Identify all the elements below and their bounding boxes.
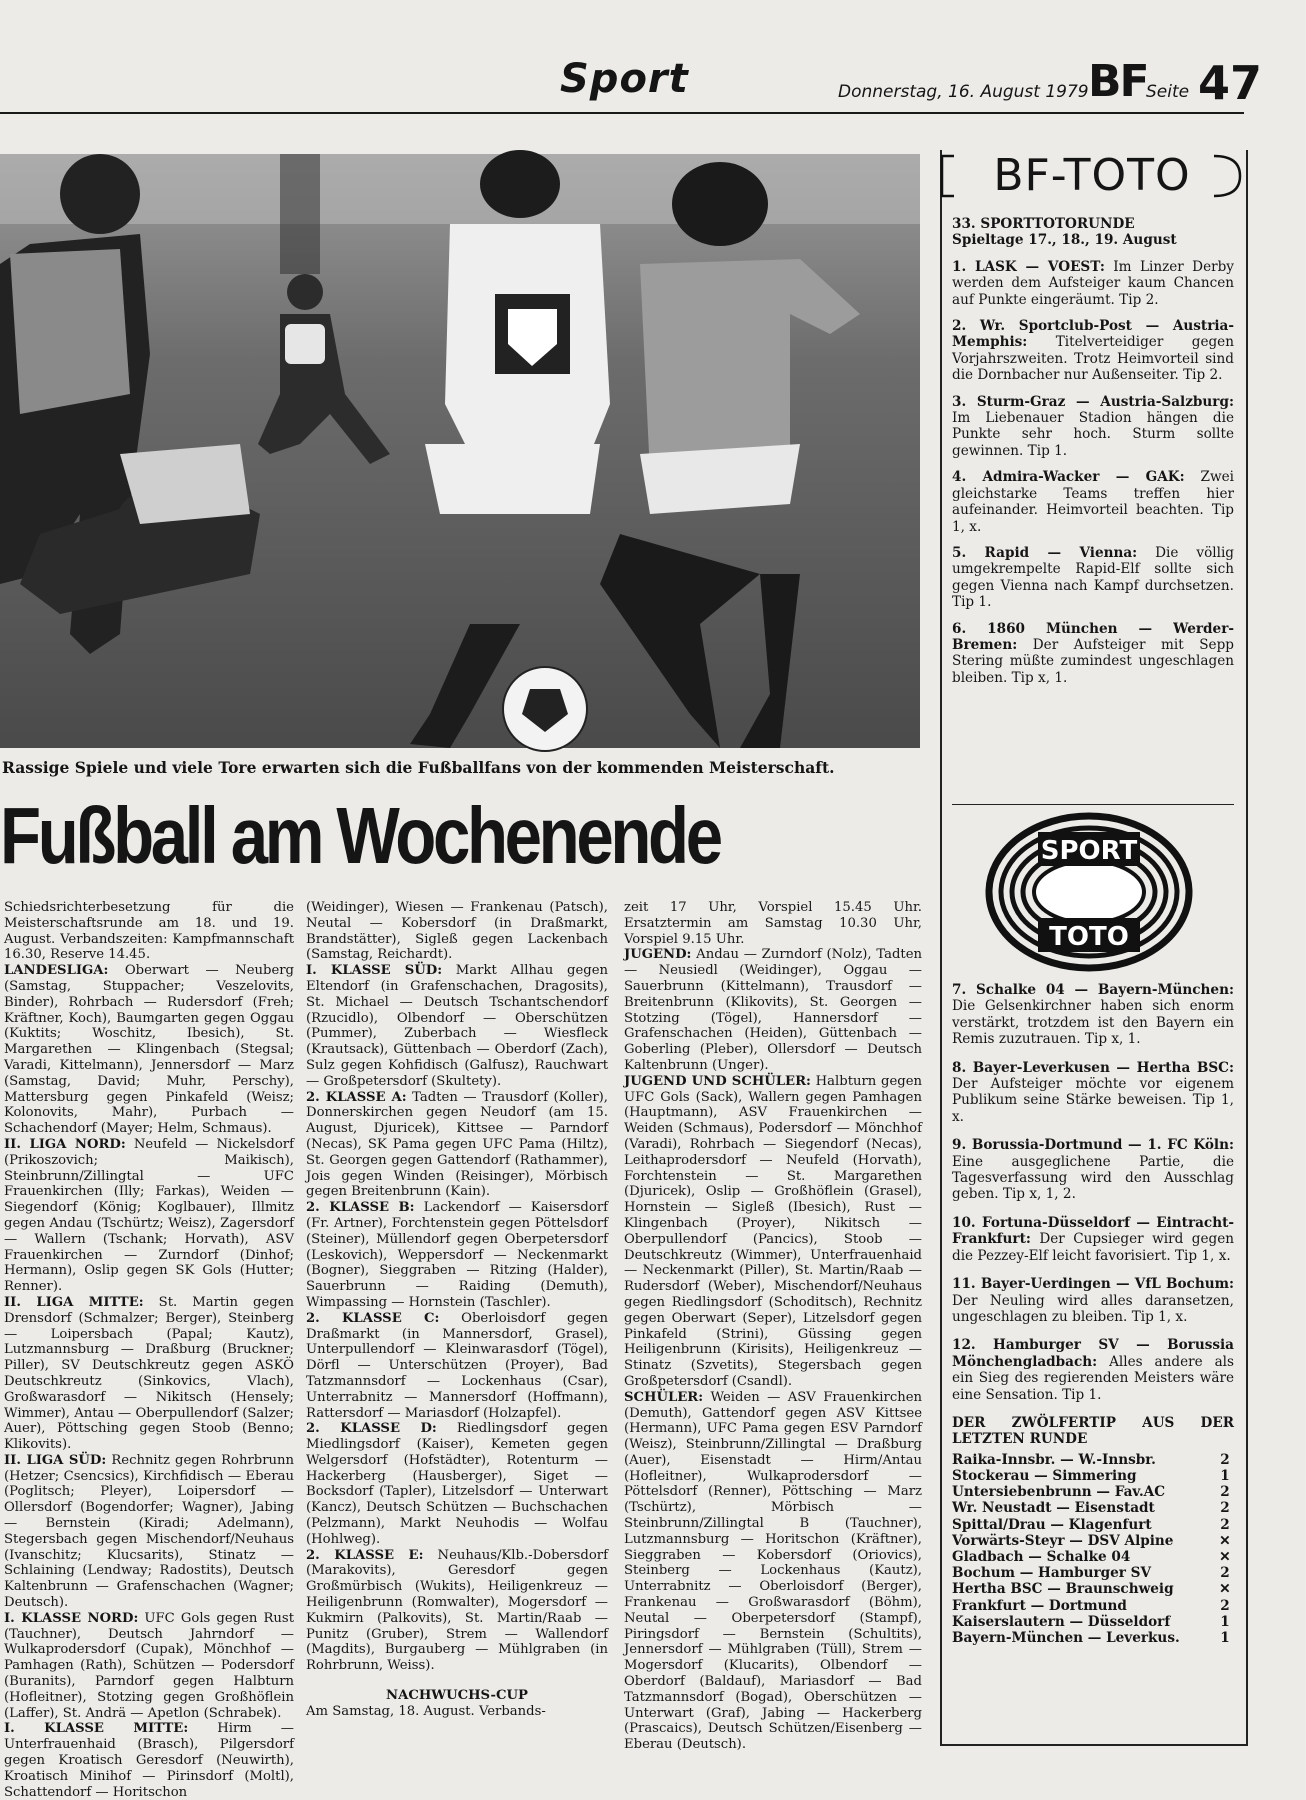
last-round-row: Hertha BSC — Braunschweig ✕ [952, 1581, 1231, 1598]
paragraph: Schiedsrichterbesetzung für die Meisterschaftsrunde am 18. und 19. August. Verbandszeiten: Kampfmannschaft 16.30, Reserve 14.45. [4, 900, 294, 963]
article-headline: Fußball am Wochenende [0, 791, 720, 880]
toto-match: 9. Borussia-Dortmund — 1. FC Köln: Eine ausgeglichene Partie, die Tagesverfassung wird den Ausschlag geben. Tip x, 1, 2. [952, 1137, 1234, 1203]
toto-match: 10. Fortuna-Düsseldorf — Eintracht-Frankfurt: Der Cupsieger wird gegen die Pezzey-Elf leicht favorisiert. Tip 1, x. [952, 1214, 1234, 1264]
toto-match: 2. Wr. Sportclub-Post — Austria-Memphis: Titelverteidiger gegen Vorjahrszweiten. Trotz Heimvorteil sind die Dornbacher nur Außenseiter. Tip 2. [952, 318, 1234, 384]
last-round-row: Kaiserslautern — Düsseldorf 1 [952, 1613, 1230, 1630]
last-round-row: Bayern-München — Leverkus. 1 [952, 1629, 1230, 1646]
toto-tips-part-2 [952, 982, 1234, 1646]
article-column-2 [306, 900, 608, 1750]
article-column-1 [4, 900, 294, 1800]
last-round-row: Gladbach — Schalke 04 ✕ [952, 1548, 1231, 1565]
last-round-row: Spittal/Drau — Klagenfurt 2 [952, 1516, 1230, 1533]
last-round-row: Stockerau — Simmering 1 [952, 1467, 1230, 1484]
paragraph: 2. KLASSE D: Riedlingsdorf gegen Miedlingsdorf (Kaiser), Kemeten gegen Welgersdorf (Hofstädter), Rotenturm — Hackerberg (Hausberger), Siget — Bocksdorf (Tapler), Litzelsdorf — Unterwart (Kancz), Deutsch Schützen — Buchschachen (Pelzmann), Markt Neuhodis — Wolfau (Hohlweg). [306, 1421, 608, 1547]
newspaper-logo: BF [1088, 56, 1148, 107]
football-photo [0, 154, 920, 748]
paragraph: II. LIGA NORD: Neufeld — Nickelsdorf (Prikoszovich; Maikisch), Steinbrunn/Zillingtal — UFC Frauenkirchen (Illy; Farkas), Weiden — Siegendorf (König; Koglbauer), Illmitz gegen Andau (Tschürtz; Weisz), Zagersdorf — Wallern (Tschank; Horvath), ASV Frauenkirchen — Zurndorf (Dinhof; Hermann), Oslip gegen SK Gols (Hutter; Renner). [4, 1136, 294, 1295]
paragraph: SCHÜLER: Weiden — ASV Frauenkirchen (Demuth), Gattendorf gegen ASV Kittsee (Hermann), UFC Pama gegen ESV Parndorf (Weisz), Steinbrunn/Zillingtal — Draßburg (Auer), Eisenstadt — Hirm/Antau (Hofleitner), Wulkaprodersdorf — Pöttelsdorf (Renner), Pöttsching — Marz (Tschürtz), Mörbisch — Steinbrunn/Zillingtal B (Tauchner), Lutzmannsburg — Horitschon (Kräftner), Sieggraben — Kobersdorf (Oriovics), Steinberg — Lockenhaus (Kautz), Unterrabnitz — Oberloisdorf (Berger), Frankenau — Großwarasdorf (Böhm), Neutal — Oberpetersdorf (Stampf), Piringsdorf — Bernstein (Schultits), Jennersdorf — Mühlgraben (Tüll), Strem — Mogersdorf (Klucarits), Olbendorf — Oberdorf (Baldauf), Mariasdorf — Bad Tatzmannsdorf (Bogad), Oberschützen — Unterwart (Graf), Jabing — Hackerberg (Prascaics), Deutsch Schützen/Eisenberg — Eberau (Deutsch). [624, 1389, 922, 1753]
article-column-3 [624, 900, 922, 1753]
paragraph: I. KLASSE MITTE: Hirm — Unterfrauenhaid (Brasch), Pilgersdorf gegen Kroatisch Geresdorf (Neuwirth), Kroatisch Minihof — Pirinsdorf (Moltl), Schattendorf — Horitschon [4, 1721, 294, 1800]
paragraph: 2. KLASSE E: Neuhaus/Klb.-Dobersdorf (Marakovits), Geresdorf gegen Großmürbisch (Wukits), Heiligenkreuz — Heiligenbrunn (Romwalter), Mogersdorf — Kukmirn (Palkovits), St. Martin/Raab — Punitz (Gruber), Strem — Wallendorf (Magdits), Burgauberg — Mühlgraben (in Rohrbrunn, Weiss). [306, 1547, 608, 1674]
paragraph: JUGEND: Andau — Zurndorf (Nolz), Tadten — Neusiedl (Weidinger), Oggau — Sauerbrunn (Kittelmann), Trausdorf — Breitenbrunn (Klikovits), St. Georgen — Stotzing (Tögel), Hannersdorf — Grafenschachen (Heiden), Güttenbach — Goberling (Pleber), Ollersdorf — Deutsch Kaltenbrunn (Unger). [624, 947, 922, 1073]
sport-toto-logo [986, 812, 1192, 972]
last-round-heading: DER ZWÖLFERTIP AUS DER LETZTEN RUNDE [952, 1414, 1234, 1448]
toto-match: 5. Rapid — Vienna: Die völlig umgekrempelte Rapid-Elf sollte sich gegen Vienna nach Kampf durchsetzen. Tip 1. [952, 544, 1234, 611]
paragraph: I. KLASSE NORD: UFC Gols gegen Rust (Tauchner), Deutsch Jahrndorf — Wulkaprodersdorf (Cupak), Mönchhof — Pamhagen (Rath), Schützen — Podersdorf (Buranits), Parndorf gegen Halbturn (Hofleitner), Stotzing gegen Großhöflein (Laffer), St. Andrä — Apetlon (Schrabek). [4, 1610, 294, 1721]
paragraph: 2. KLASSE A: Tadten — Trausdorf (Koller), Donnerskirchen gegen Neudorf (am 15. August, Djuricek), Kittsee — Parndorf (Necas), SK Pama gegen UFC Pama (Hiltz), St. Georgen gegen Gattendorf (Rathammer), Jois gegen Winden (Reisinger), Mörbisch gegen Breitenbrunn (Kain). [306, 1089, 608, 1200]
logo-text-top: SPORT [1040, 836, 1138, 866]
last-round-row: Vorwärts-Steyr — DSV Alpine ✕ [952, 1532, 1231, 1549]
logo-text-bottom: TOTO [1049, 922, 1129, 952]
toto-match: 11. Bayer-Uerdingen — VfL Bochum: Der Neuling wird alles daransetzen, ungeschlagen zu bleiben. Tip 1, x. [952, 1276, 1234, 1325]
toto-days: Spieltage 17., 18., 19. August [952, 232, 1177, 249]
toto-match: 12. Hamburger SV — Borussia Mönchengladbach: Alles andere als ein Sieg des regierenden Meisters wäre eine Sensation. Tip 1. [952, 1337, 1234, 1403]
toto-round: 33. SPORTTOTORUNDE [952, 216, 1135, 232]
section-title: Sport [560, 56, 689, 102]
toto-match: 6. 1860 München — Werder-Bremen: Der Aufsteiger mit Sepp Stering müßte zumindest ungeschlagen bleiben. Tip x, 1. [952, 620, 1234, 686]
toto-match: 3. Sturm-Graz — Austria-Salzburg: Im Liebenauer Stadion hängen die Punkte sehr hoch. Sturm sollte gewinnen. Tip 1. [952, 393, 1234, 459]
paragraph: Am Samstag, 18. August. Verbands- [306, 1703, 546, 1719]
toto-tips-part-1 [952, 216, 1234, 696]
paragraph: LANDESLIGA: Oberwart — Neuberg (Samstag, Stuppacher; Veszelovits, Binder), Rohrbach — Rudersdorf (Freh; Kräftner, Koch), Baumgarten gegen Oggau (Kuktits; Woschitz, Ibesich), St. Margarethen — Klingenbach (Stegsal; Varadi, Kittelmann), Jennersdorf — Marz (Samstag, David; Muhr, Perschy), Mattersburg gegen Pinkafeld (Weisz; Kolonovits, Mahr), Purbach — Schachendorf (Mayer; Helm, Schmaus). [4, 963, 294, 1137]
toto-match: 1. LASK — VOEST: Im Linzer Derby werden dem Aufsteiger kaum Chancen auf Punkte eingeräumt. Tip 2. [952, 258, 1234, 308]
page-number: 47 [1198, 56, 1263, 110]
toto-title: BF-TOTO [993, 150, 1191, 201]
dateline: Donnerstag, 16. August 1979 [838, 82, 1089, 102]
subheading-nachwuchs-cup: NACHWUCHS-CUP [386, 1688, 528, 1704]
toto-match: 4. Admira-Wacker — GAK: Zwei gleichstarke Teams treffen hier aufeinander. Heimvorteil beachten. Tip 1, x. [952, 469, 1234, 535]
paragraph: II. LIGA SÜD: Rechnitz gegen Rohrbrunn (Hetzer; Csencsics), Kirchfidisch — Eberau (Poglitsch; Pleyer), Loipersdorf — Ollersdorf (Bogendorfer; Wagner), Jabing — Bernstein (Kiradi; Adelmann), Stegersbach gegen Mischendorf/Neuhaus (Ivanschitz; Klucsarits), Stinatz — Schlaining (Lendway; Radostits), Deutsch Kaltenbrunn — Grafenschachen (Wagner; Deutsch). [4, 1452, 294, 1611]
toto-match: 8. Bayer-Leverkusen — Hertha BSC: Der Aufsteiger möchte vor eigenem Publikum seine Stärke beweisen. Tip 1, x. [952, 1059, 1234, 1125]
paragraph: (Weidinger), Wiesen — Frankenau (Patsch), Neutal — Kobersdorf (in Draßmarkt, Brandstätter), Sigleß gegen Lackenbach (Samstag, Reichardt). [306, 900, 608, 963]
paragraph: II. LIGA MITTE: St. Martin gegen Drensdorf (Schmalzer; Berger), Steinberg — Loipersbach (Papal; Kautz), Lutzmannsburg — Draßburg (Bruckner; Piller), SV Deutschkreutz gegen ASKÖ Deutschkreutz (Sinkovics, Vlach), Großwarasdorf — Nikitsch (Hensely; Wimmer), Antau — Oberpullendorf (Salzer; Auer), Pöttsching gegen Stoob (Benno; Klikovits). [4, 1294, 294, 1453]
toto-match: 7. Schalke 04 — Bayern-München: Die Gelsenkirchner haben sich enorm verstärkt, trotzdem ist den Bayern ein Remis zuzutrauen. Tip x, 1. [952, 982, 1234, 1048]
toto-divider [952, 804, 1234, 805]
last-round-row: Bochum — Hamburger SV 2 [952, 1565, 1230, 1582]
last-round-row: Untersiebenbrunn — Fav.AC 2 [952, 1484, 1230, 1501]
header-rule [0, 112, 1244, 114]
paragraph: 2. KLASSE C: Oberloisdorf gegen Draßmarkt (in Mannersdorf, Grasel), Unterpullendorf — Kleinwarasdorf (Tögel), Dörfl — Unterschützen (Proyer), Bad Tatzmannsdorf — Lockenhaus (Csar), Unterrabnitz — Mannersdorf (Hoffmann), Rattersdorf — Mariasdorf (Holzapfel). [306, 1310, 608, 1421]
toto-title-banner [940, 150, 1244, 202]
paragraph: zeit 17 Uhr, Vorspiel 15.45 Uhr. Ersatztermin am Samstag 10.30 Uhr, Vorspiel 9.15 Uhr. [624, 900, 922, 947]
paragraph: JUGEND UND SCHÜLER: Halbturn gegen UFC Gols (Sack), Wallern gegen Pamhagen (Hauptmann), ASV Frauenkirchen — Weiden (Schmaus), Podersdorf — Mönchhof (Varadi), Rohrbach — Siegendorf (Necas), Leithaprodersdorf — Neufeld (Horvath), Forchtenstein — St. Margarethen (Djuricek), Oslip — Großhöflein (Grasel), Hornstein — Sigleß (Ibesich), Rust — Klingenbach (Proyer), Nikitsch — Oberpullendorf (Pancics), Stoob — Deutschkreutz (Wimmer), Unterfrauenhaid — Neckenmarkt (Piller), St. Martin/Raab — Rudersdorf (Weber), Mischendorf/Neuhaus gegen Riedlingsdorf (Schoditsch), Rechnitz gegen Oberwart (Seper), Litzelsdorf gegen Pinkafeld (Strini), Güssing gegen Heiligenbrunn (Kirisits), Heiligenkreuz — Stinatz (Szvetits), Stegersbach gegen Großpetersdorf (Csandl). [624, 1073, 922, 1389]
last-round-row: Frankfurt — Dortmund 2 [952, 1597, 1230, 1614]
paragraph: 2. KLASSE B: Lackendorf — Kaisersdorf (Fr. Artner), Forchtenstein gegen Pöttelsdorf (Steiner), Müllendorf gegen Oberpetersdorf (Leskovich), Weppersdorf — Neckenmarkt (Bogner), Sieggraben — Ritzing (Halder), Sauerbrunn — Raiding (Demuth), Wimpassing — Hornstein (Taschler). [306, 1200, 609, 1310]
photo-caption: Rassige Spiele und viele Tore erwarten sich die Fußballfans von der kommenden Meisterschaft. [2, 758, 835, 777]
last-round-row: Wr. Neustadt — Eisenstadt 2 [952, 1500, 1230, 1517]
page-label: Seite [1146, 82, 1190, 102]
last-round-row: Raika-Innsbr. — W.-Innsbr. 2 [952, 1451, 1230, 1468]
paragraph: I. KLASSE SÜD: Markt Allhau gegen Eltendorf (in Grafenschachen, Dragosits), St. Michael — Deutsch Tschantschendorf (Rzucidlo), Olbendorf — Oberschützen (Pummer), Zuberbach — Wiesfleck (Krautsack), Güttenbach — Oberdorf (Zach), Sulz gegen Kohfidisch (Galfusz), Rauchwart — Großpetersdorf (Skultety). [306, 963, 608, 1089]
